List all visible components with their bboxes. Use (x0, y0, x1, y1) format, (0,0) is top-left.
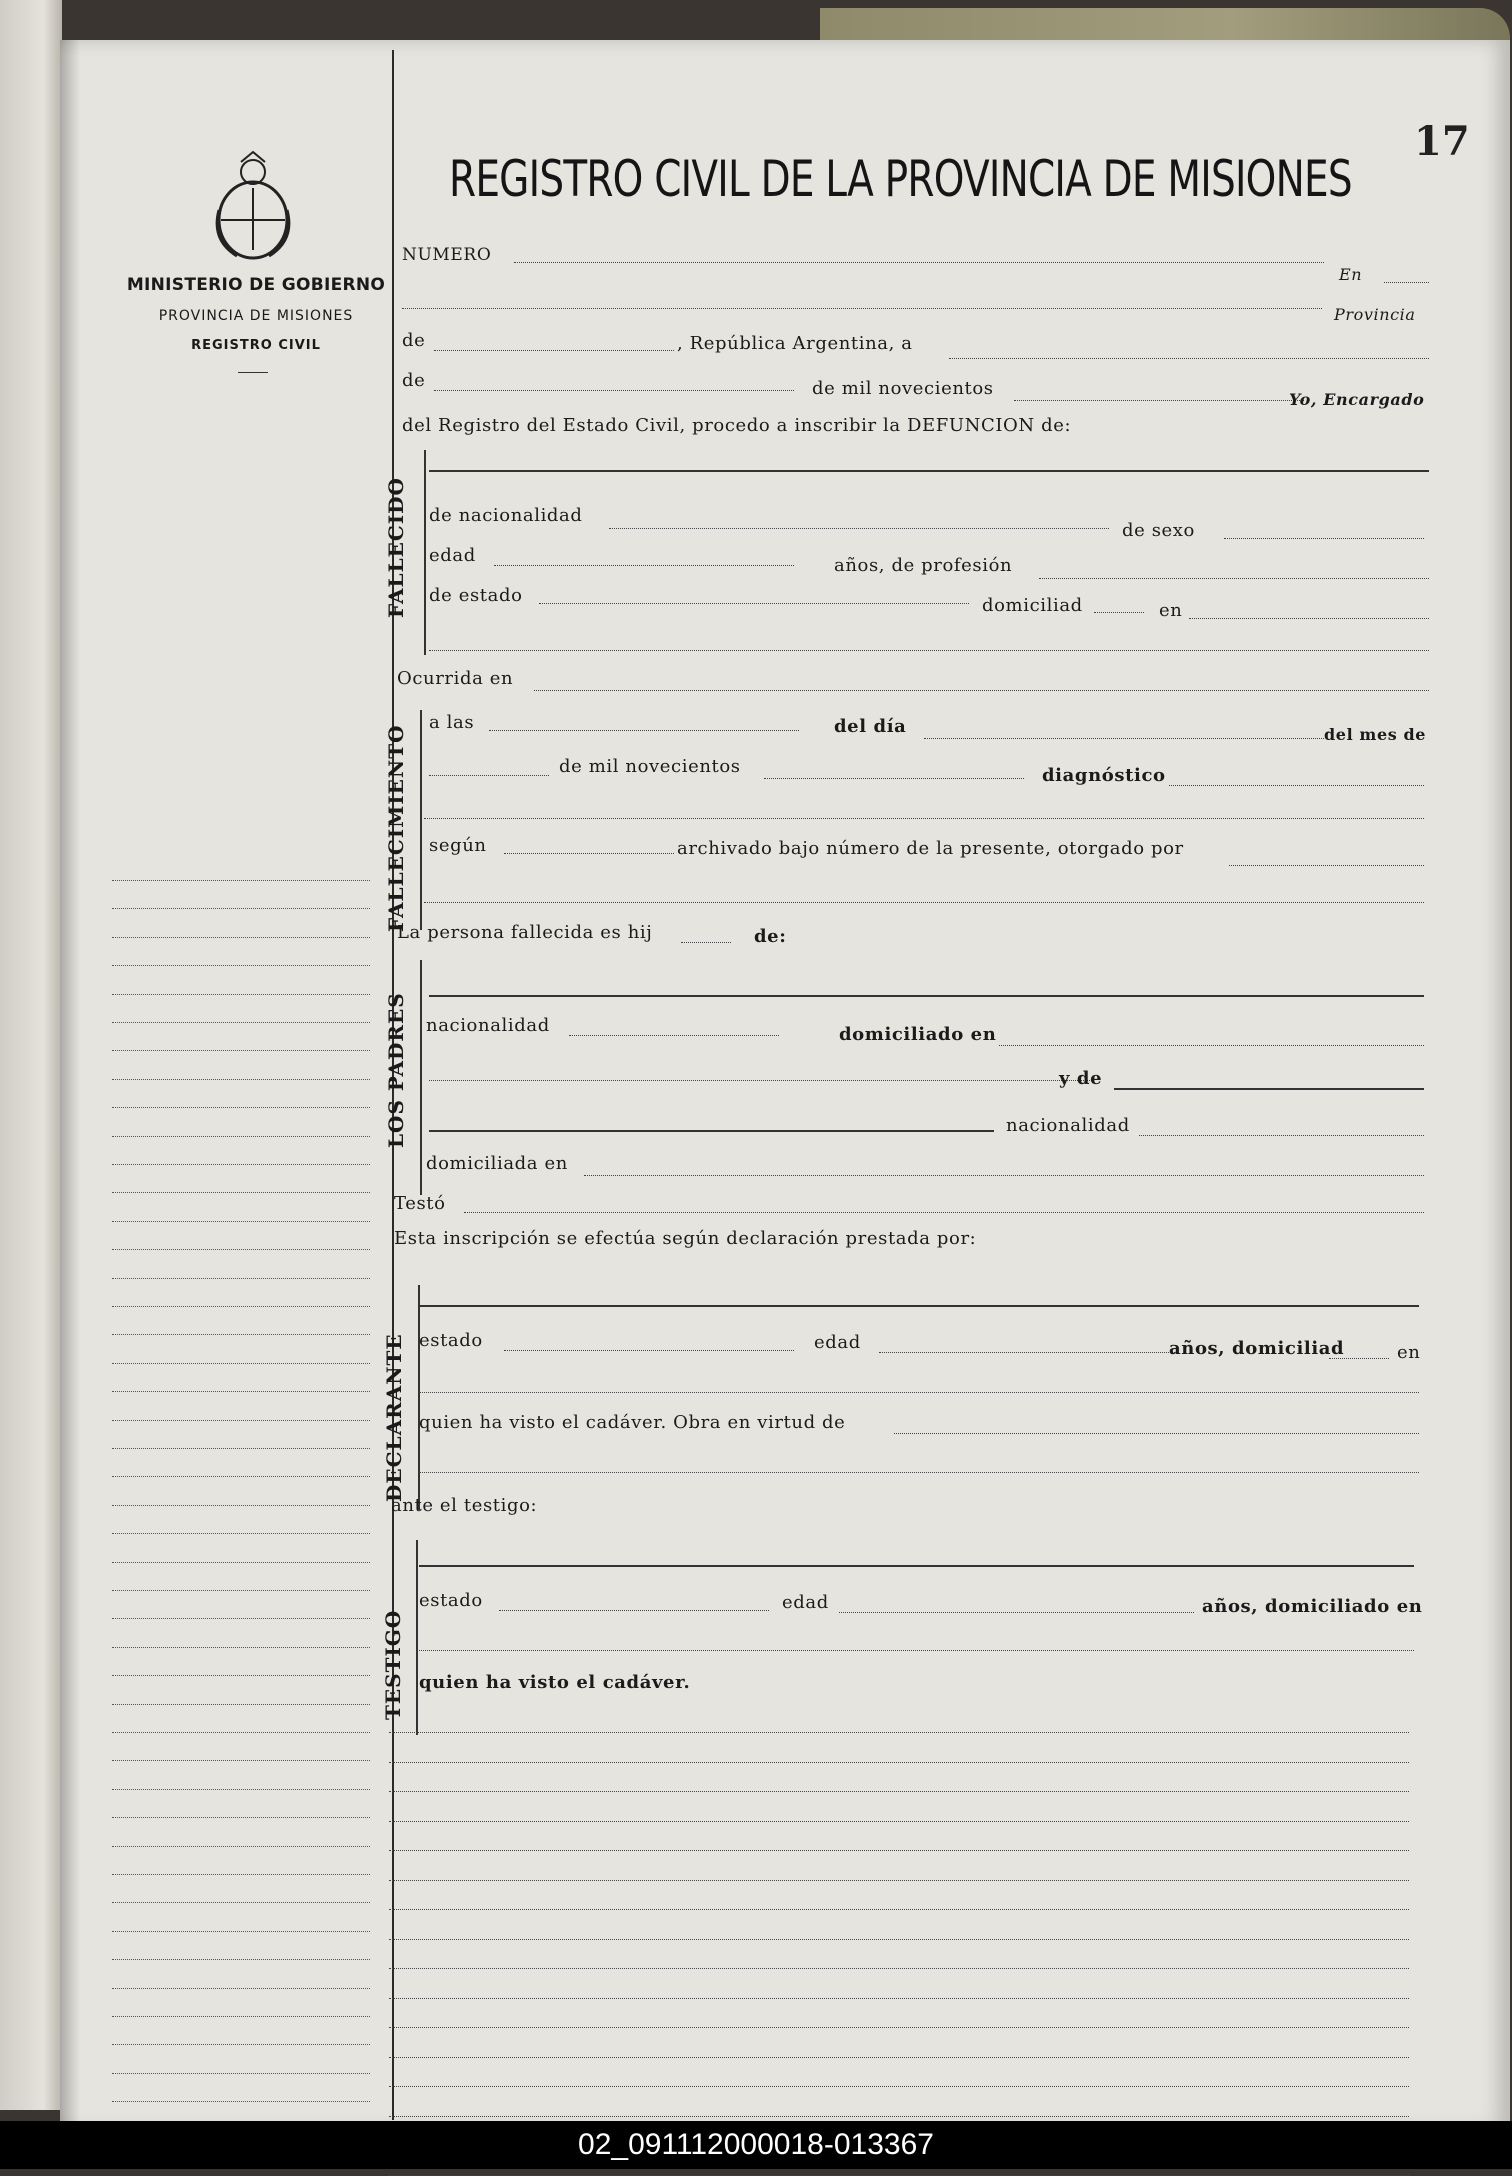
domiciliado-padre-line[interactable] (999, 1045, 1424, 1046)
margin-note-line[interactable] (112, 2044, 370, 2045)
margin-note-line[interactable] (112, 1334, 370, 1335)
sexo-label: de sexo (1122, 520, 1195, 541)
domiciliado-label: domiciliado en (839, 1024, 997, 1045)
margin-note-line[interactable] (112, 965, 370, 966)
de-label-3: de: (754, 926, 787, 947)
virtud-line-2[interactable] (419, 1472, 1419, 1473)
sexo-line[interactable] (1224, 538, 1424, 539)
margin-note-line[interactable] (112, 2073, 370, 2074)
diagnostico-label: diagnóstico (1042, 765, 1166, 786)
anos-declarante-label: años, domiciliad (1169, 1338, 1345, 1359)
domicilio-testigo-line[interactable] (419, 1650, 1414, 1651)
margin-note-line[interactable] (112, 1164, 370, 1165)
margin-note-line[interactable] (112, 1221, 370, 1222)
testigo-bracket (416, 1540, 418, 1735)
virtud-line[interactable] (894, 1433, 1419, 1434)
edad-declarante-label: edad (814, 1332, 861, 1353)
margin-note-line[interactable] (112, 1959, 370, 1960)
mil-novecientos-label: de mil novecientos (812, 378, 994, 399)
margin-note-line[interactable] (112, 1817, 370, 1818)
madre-name-line[interactable] (1114, 1088, 1424, 1090)
estado-declarante-label: estado (419, 1330, 483, 1351)
numero-label: NUMERO (402, 245, 492, 265)
ocurrida-label: Ocurrida en (397, 668, 514, 689)
year-line[interactable] (1014, 400, 1304, 401)
margin-note-line[interactable] (112, 1476, 370, 1477)
anos-testigo-label: años, domiciliado en (1202, 1596, 1423, 1617)
margin-note-line[interactable] (112, 1874, 370, 1875)
margin-note-line[interactable] (112, 1420, 370, 1421)
domicilio-line[interactable] (1189, 618, 1429, 619)
fallecimiento-section-label: FALLECIMIENTO (384, 724, 408, 932)
margin-note-line[interactable] (112, 1050, 370, 1051)
domicilio-declarante-line[interactable] (419, 1392, 1419, 1393)
domiciliad-declarante-line[interactable] (1329, 1358, 1389, 1359)
year-line-2[interactable] (764, 778, 1024, 779)
observation-line[interactable] (389, 1850, 1409, 1851)
estado-declarante-line[interactable] (504, 1350, 794, 1351)
fallecido-name-line[interactable] (429, 470, 1429, 472)
testo-line[interactable] (464, 1212, 1424, 1213)
padres-bracket (420, 960, 422, 1195)
office-name: REGISTRO CIVIL (191, 338, 321, 353)
declarante-bracket (418, 1285, 420, 1510)
inscripcion-label: Esta inscripción se efectúa según declaración prestada por: (394, 1228, 977, 1249)
observation-line[interactable] (389, 2175, 1409, 2176)
margin-note-line[interactable] (112, 1533, 370, 1534)
visto-declarante-label: quien ha visto el cadáver. Obra en virtud de (419, 1412, 846, 1433)
margin-note-line[interactable] (112, 1618, 370, 1619)
margin-note-line[interactable] (112, 2016, 370, 2017)
page-fold-shadow (60, 40, 80, 2130)
profesion-line[interactable] (1039, 578, 1429, 579)
observation-line[interactable] (389, 1880, 1409, 1881)
nacionalidad-padre-line[interactable] (569, 1035, 779, 1036)
margin-note-line[interactable] (112, 937, 370, 938)
margin-note-line[interactable] (112, 1391, 370, 1392)
en-declarante-label: en (1397, 1342, 1421, 1363)
de-label-2: de (402, 370, 426, 391)
coat-of-arms-icon (213, 150, 293, 260)
delmes-label: del mes de (1324, 725, 1427, 744)
observation-line[interactable] (389, 1998, 1409, 1999)
republica-label: , República Argentina, a (677, 333, 913, 354)
margin-note-line[interactable] (112, 1448, 370, 1449)
margin-note-line[interactable] (112, 2101, 370, 2102)
otorgado-line-2[interactable] (424, 902, 1424, 903)
hij-line[interactable] (681, 942, 731, 943)
observation-line[interactable] (389, 2086, 1409, 2087)
madre-name-line-2[interactable] (429, 1130, 994, 1132)
margin-note-line[interactable] (112, 1079, 370, 1080)
nacionalidad-madre-label: nacionalidad (1006, 1115, 1130, 1136)
edad-line[interactable] (494, 565, 794, 566)
en-line-2[interactable] (402, 308, 1322, 309)
nacionalidad-madre-line[interactable] (1139, 1135, 1424, 1136)
en-label: En (1339, 265, 1363, 284)
padres-section-label: LOS PADRES (384, 992, 408, 1148)
fallecimiento-bracket (420, 710, 422, 930)
margin-note-line[interactable] (112, 1931, 370, 1932)
margin-note-line[interactable] (112, 1306, 370, 1307)
fallecido-section-label: FALLECIDO (384, 477, 408, 618)
observation-line[interactable] (389, 1791, 1409, 1792)
estado-testigo-line[interactable] (499, 1610, 769, 1611)
mil-novecientos-label-2: de mil novecientos (559, 756, 741, 777)
hora-line[interactable] (489, 730, 799, 731)
margin-note-line[interactable] (112, 908, 370, 909)
observation-line[interactable] (389, 2057, 1409, 2058)
declarante-name-line[interactable] (419, 1305, 1419, 1307)
margin-note-line[interactable] (112, 1789, 370, 1790)
domiciliada-label: domiciliada en (426, 1153, 568, 1174)
de-label-1: de (402, 330, 426, 351)
testo-label: Testó (394, 1193, 446, 1214)
declarante-section-label: DECLARANTE (382, 1333, 406, 1502)
observation-line[interactable] (389, 1732, 1409, 1733)
observation-line[interactable] (389, 2116, 1409, 2117)
yo-encargado-label: Yo, Encargado (1289, 390, 1425, 409)
segun-label: según (429, 835, 487, 856)
margin-note-line[interactable] (112, 994, 370, 995)
margin-note-line[interactable] (112, 1988, 370, 1989)
dia-line[interactable] (924, 738, 1324, 739)
profesion-label: años, de profesión (834, 555, 1013, 576)
month-line[interactable] (434, 390, 794, 391)
domiciliado-padre-line-2[interactable] (429, 1080, 1094, 1081)
margin-note-line[interactable] (112, 1562, 370, 1563)
nacionalidad-padre-label: nacionalidad (426, 1015, 550, 1036)
observation-line[interactable] (389, 2027, 1409, 2028)
numero-line[interactable] (514, 262, 1324, 263)
margin-note-line[interactable] (112, 1136, 370, 1137)
otorgado-line[interactable] (1229, 865, 1424, 866)
en-line[interactable] (1384, 282, 1429, 283)
margin-note-line[interactable] (112, 1505, 370, 1506)
margin-note-line[interactable] (112, 1192, 370, 1193)
mes-line[interactable] (429, 775, 549, 776)
margin-note-line[interactable] (112, 1704, 370, 1705)
diagnostico-line[interactable] (1169, 785, 1424, 786)
margin-note-line[interactable] (112, 1363, 370, 1364)
nacionalidad-line[interactable] (609, 528, 1109, 529)
margin-note-line[interactable] (112, 1760, 370, 1761)
observation-line[interactable] (389, 1762, 1409, 1763)
observation-line[interactable] (389, 1939, 1409, 1940)
testigo-name-line[interactable] (419, 1565, 1414, 1567)
estado-line[interactable] (539, 603, 969, 604)
testigo-section-label: TESTIGO (381, 1609, 405, 1720)
edad-testigo-label: edad (782, 1592, 829, 1613)
margin-note-line[interactable] (112, 1675, 370, 1676)
ante-testigo-label: ante el testigo: (391, 1495, 538, 1516)
margin-note-line[interactable] (112, 880, 370, 881)
margin-note-line[interactable] (112, 1902, 370, 1903)
observation-line[interactable] (389, 1909, 1409, 1910)
provincia-label: Provincia (1334, 305, 1416, 324)
page-number: 17 (1414, 118, 1470, 165)
margin-note-line[interactable] (112, 1249, 370, 1250)
hij-label: La persona fallecida es hij (397, 922, 653, 943)
padre-name-line[interactable] (429, 995, 1424, 997)
estado-label: de estado (429, 585, 523, 606)
archivado-label: archivado bajo número de la presente, otorgado por (677, 838, 1184, 859)
en-label-2: en (1159, 600, 1183, 621)
deldia-label: del día (834, 716, 907, 737)
nacionalidad-label: de nacionalidad (429, 505, 583, 526)
left-page-edge (0, 0, 62, 2110)
margin-note-line[interactable] (112, 1278, 370, 1279)
death-record-form (381, 40, 1474, 2120)
margin-note-line[interactable] (112, 1732, 370, 1733)
domicilio-line-2[interactable] (429, 650, 1429, 651)
province-name: PROVINCIA DE MISIONES (158, 308, 354, 324)
estado-testigo-label: estado (419, 1590, 483, 1611)
observation-line[interactable] (389, 1821, 1409, 1822)
margin-note-line[interactable] (112, 1846, 370, 1847)
domiciliad-label: domiciliad (982, 595, 1083, 616)
ocurrida-line[interactable] (534, 690, 1429, 691)
yde-label: y de (1059, 1068, 1103, 1089)
alas-label: a las (429, 712, 475, 733)
page-title: REGISTRO CIVIL DE LA PROVINCIA DE MISIONES (449, 150, 1352, 208)
margin-note-line[interactable] (112, 1107, 370, 1108)
image-caption: 02_091112000018-013367 (0, 2121, 1512, 2169)
observation-line[interactable] (389, 1968, 1409, 1969)
margin-column (110, 50, 392, 2120)
margin-note-line[interactable] (112, 1590, 370, 1591)
margin-note-line[interactable] (112, 1647, 370, 1648)
domiciliad-line[interactable] (1094, 612, 1144, 613)
domiciliada-line[interactable] (584, 1175, 1424, 1176)
segun-line[interactable] (504, 853, 674, 854)
margin-dash (238, 372, 268, 373)
visto-testigo-label: quien ha visto el cadáver. (419, 1672, 691, 1693)
ministry-name: MINISTERIO DE GOBIERNO (126, 275, 386, 295)
edad-declarante-line[interactable] (879, 1352, 1179, 1353)
inscribir-label: del Registro del Estado Civil, procedo a inscribir la DEFUNCION de: (402, 415, 1072, 436)
edad-label: edad (429, 545, 476, 566)
date-line[interactable] (949, 358, 1429, 359)
edad-testigo-line[interactable] (839, 1612, 1194, 1613)
margin-note-line[interactable] (112, 1022, 370, 1023)
province-line[interactable] (434, 350, 674, 351)
diagnostico-line-2[interactable] (424, 818, 1424, 819)
fallecido-bracket (424, 450, 426, 655)
